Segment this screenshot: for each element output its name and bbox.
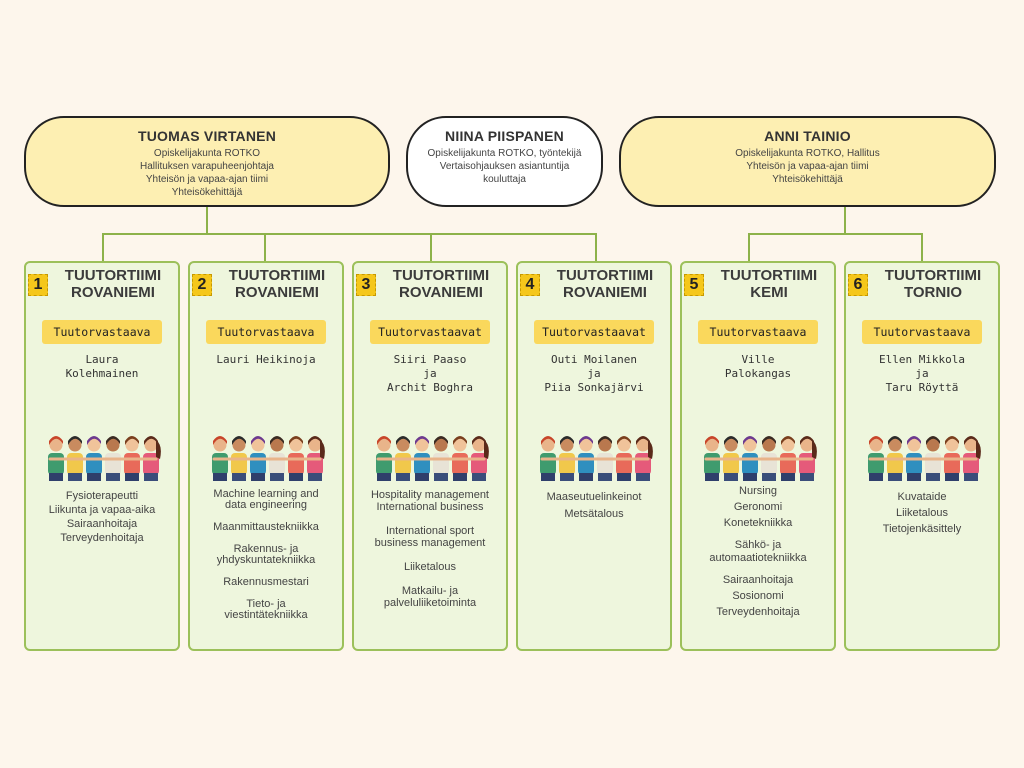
team-role-badge: Tuutorvastaava [698,320,818,344]
team-role-badge: Tuutorvastaava [862,320,982,344]
connector-line [748,233,750,262]
team-title: TUUTORTIIMI ROVANIEMI [64,267,162,301]
team-fields: Kuvataide Liiketalous Tietojenkäsittely [882,491,962,535]
leader-name: TUOMAS VIRTANEN [137,128,277,144]
leader-role: Yhteisökehittäjä [171,187,243,198]
team-card-1 [24,261,180,651]
leader-name: ANNI TAINIO [764,128,851,144]
team-role-badge: Tuutorvastaava [206,320,326,344]
connector-line [206,207,208,234]
team-card-5 [680,261,836,651]
connector-line [102,233,104,262]
leader-role: Opiskelijakunta ROTKO, työntekijä [427,148,582,159]
team-role-badge: Tuutorvastaavat [370,320,490,344]
leader-name: NIINA PIISPANEN [445,128,564,144]
team-card-4 [516,261,672,651]
leader-role: kouluttaja [483,174,526,185]
team-number-badge: 4 [520,274,540,296]
team-fields: Hospitality management International business International sport business management Liiketalous Matkailu- ja palveluliiketoiminta [370,489,489,609]
connector-line [748,233,923,235]
leader-card-niina [406,116,603,207]
team-title: TUUTORTIIMI TORNIO [884,267,982,301]
team-title: TUUTORTIIMI ROVANIEMI [228,267,326,301]
team-responsible: Ellen Mikkola ja Taru Röyttä [878,353,966,394]
team-role-badge: Tuutorvastaavat [534,320,654,344]
connector-line [102,233,597,235]
team-fields: Nursing Geronomi Konetekniikka Sähkö- ja automaatiotekniikka Sairaanhoitaja Sosionomi Terveydenhoitaja [709,485,807,618]
connector-line [844,207,846,234]
leader-card-anni [619,116,996,207]
leader-role: Opiskelijakunta ROTKO, Hallitus [735,148,880,159]
connector-line [264,233,266,262]
people-group-icon [702,431,818,485]
team-card-6 [844,261,1000,651]
leader-role: Yhteisön ja vapaa-ajan tiimi [746,161,869,172]
people-group-icon [210,431,326,485]
team-number-badge: 3 [356,274,376,296]
leader-role: Yhteisökehittäjä [772,174,843,185]
leader-role: Hallituksen varapuheenjohtaja [140,161,274,172]
people-group-icon [866,431,982,485]
team-responsible: Ville Palokangas [724,353,792,380]
team-responsible: Outi Moilanen ja Piia Sonkajärvi [544,353,644,394]
team-number-badge: 5 [684,274,704,296]
team-title: TUUTORTIIMI KEMI [720,267,818,301]
leader-card-tuomas [24,116,390,207]
people-group-icon [46,431,162,485]
connector-line [430,233,432,262]
leader-role: Yhteisön ja vapaa-ajan tiimi [145,174,269,185]
team-fields: Fysioterapeutti Liikunta ja vapaa-aika Sairaanhoitaja Terveydenhoitaja [48,490,156,544]
connector-line [595,233,597,262]
team-number-badge: 1 [28,274,48,296]
team-fields: Maaseutuelinkeinot Metsätalous [546,491,642,520]
team-responsible: Siiri Paaso ja Archit Boghra [386,353,474,394]
leader-role: Vertaisohjauksen asiantuntija [439,161,570,172]
team-title: TUUTORTIIMI ROVANIEMI [392,267,490,301]
people-group-icon [374,431,490,485]
team-role-badge: Tuutorvastaava [42,320,162,344]
team-title: TUUTORTIIMI ROVANIEMI [556,267,654,301]
team-card-3 [352,261,508,651]
team-number-badge: 6 [848,274,868,296]
team-number-badge: 2 [192,274,212,296]
team-responsible: Laura Kolehmainen [65,353,139,380]
team-fields: Machine learning and data engineering Maanmittaustekniikka Rakennus- ja yhdyskuntatekniikka Rakennusmestari Tieto- ja viestintätekniikka [213,488,319,621]
team-card-2 [188,261,344,651]
connector-line [921,233,923,262]
people-group-icon [538,431,654,485]
team-responsible: Lauri Heikinoja [216,353,316,366]
leader-role: Opiskelijakunta ROTKO [153,148,261,159]
